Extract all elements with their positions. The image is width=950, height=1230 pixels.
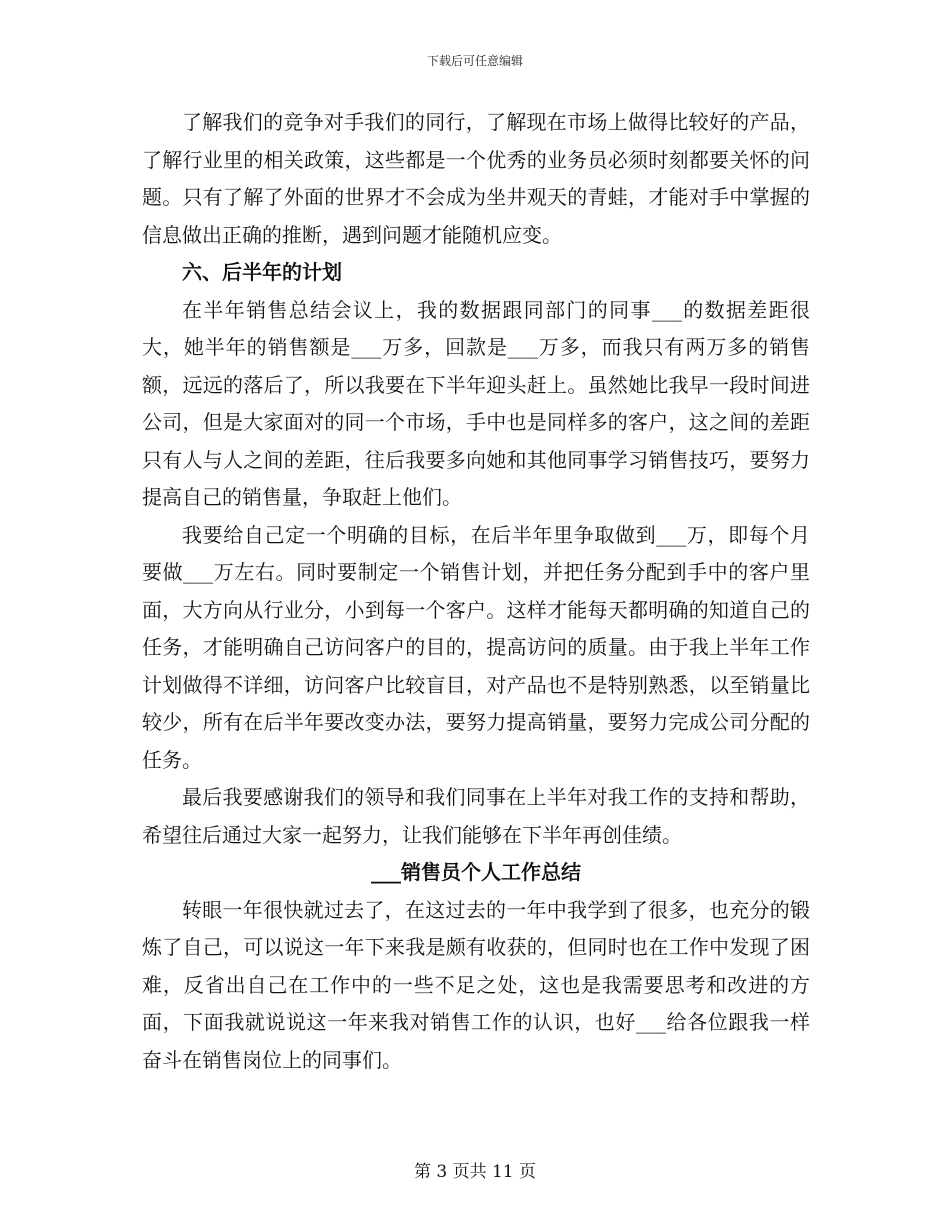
paragraph-thanks: 最后我要感谢我们的领导和我们同事在上半年对我工作的支持和帮助，希望往后通过大家一起努力，让我们能够在下半年再创佳绩。 bbox=[142, 785, 810, 847]
section-heading-plan: 六、后半年的计划 bbox=[182, 260, 342, 284]
paragraph-goal: 我要给自己定一个明确的目标，在后半年里争取做到___万，即每个月要做___万左右。同时要制定一个销售计划，并把任务分配到手中的客户里面，大方向从行业分，小到每一个客户。这样才能每天都明确的知道自己的任务，才能明确自己访问客户的目的，提高访问的质量。由于我上半年工作计划做得不详细，访问客户比较盲目，对产品也不是特别熟悉，以至销量比较少，所有在后半年要改变办法，要努力提高销量，要努力完成公司分配的任务。 bbox=[142, 522, 810, 772]
page-footer: 第 3 页共 11 页 bbox=[413, 1162, 537, 1182]
document-body bbox=[142, 104, 810, 1079]
page-header: 下载后可任意编辑 bbox=[426, 54, 523, 68]
paragraph-competition: 了解我们的竞争对手我们的同行，了解现在市场上做得比较好的产品，了解行业里的相关政策，这些都是一个优秀的业务员必须时刻都要关怀的问题。只有了解了外面的世界才不会成为坐井观天的青蛙，才能对手中掌握的信息做出正确的推断，遇到问题才能随机应变。 bbox=[142, 110, 810, 247]
paragraph-sales-gap: 在半年销售总结会议上，我的数据跟同部门的同事___的数据差距很大，她半年的销售额是___万多，回款是___万多，而我只有两万多的销售额，远远的落后了，所以我要在下半年迎头赶上。虽然她比我早一段时间进公司，但是大家面对的同一个市场，手中也是同样多的客户，这之间的差距只有人与人之间的差距，往后我要多向她和其他同事学习销售技巧，要努力提高自己的销售量，争取赶上他们。 bbox=[142, 297, 810, 509]
paragraph-year-review: 转眼一年很快就过去了，在这过去的一年中我学到了很多，也充分的锻炼了自己，可以说这一年下来我是颇有收获的，但同时也在工作中发现了困难，反省出自己在工作中的一些不足之处，这也是我需要思考和改进的方面，下面我就说说这一年来我对销售工作的认识，也好___给各位跟我一样奋斗在销售岗位上的同事们。 bbox=[142, 897, 810, 1072]
document-title: ___销售员个人工作总结 bbox=[371, 860, 581, 884]
